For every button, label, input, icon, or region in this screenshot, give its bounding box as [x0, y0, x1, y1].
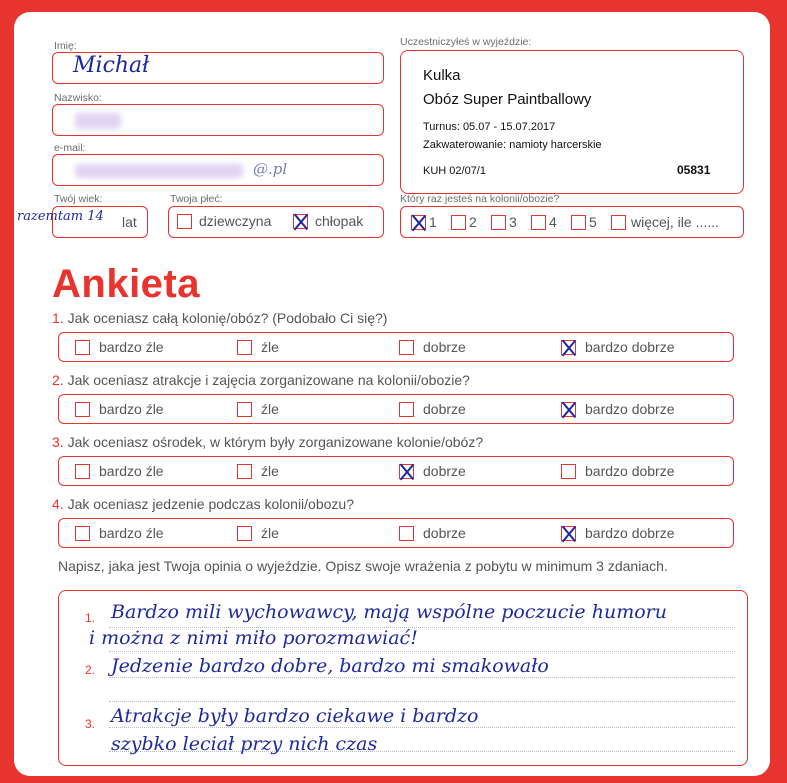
question-1-number: 1.: [52, 310, 64, 326]
q4-option-bad: źle: [261, 525, 279, 541]
times-option-4: 4: [549, 214, 557, 230]
opinion-prompt: Napisz, jaka jest Twoja opinia o wyjeździe. Opisz swoje wrażenia z pobytu w minimum 3 zdaniach.: [58, 558, 668, 574]
email-field[interactable]: [52, 154, 384, 186]
question-2-options: [58, 394, 734, 424]
card-number: 05831: [677, 163, 711, 177]
question-4-text: Jak oceniasz jedzenie podczas kolonii/obozu?: [67, 496, 354, 512]
q1-option-very-bad: bardzo źle: [99, 339, 164, 355]
q2-option-bad: źle: [261, 401, 279, 417]
checkbox-female[interactable]: [177, 214, 192, 229]
times-label: Który raz jesteś na kolonii/obozie?: [400, 193, 560, 205]
q4-checkbox-bad[interactable]: [237, 526, 252, 541]
q4-checkbox-very-good[interactable]: [561, 526, 576, 541]
times-checkbox-4[interactable]: [531, 215, 546, 230]
question-2-number: 2.: [52, 372, 64, 388]
surname-field[interactable]: [52, 104, 384, 136]
q3-option-bad: źle: [261, 463, 279, 479]
card-accommodation: Zakwaterowanie: namioty harcerskie: [423, 139, 602, 151]
age-field[interactable]: [17, 206, 148, 238]
opinion-text-1: Bardzo mili wychowawcy, mają wspólne poczucie humoru: [111, 601, 667, 623]
age-label: Twój wiek:: [54, 193, 103, 205]
q2-option-good: dobrze: [423, 401, 466, 417]
q1-option-bad: źle: [261, 339, 279, 355]
card-camp: Obóz Super Paintballowy: [423, 91, 592, 108]
q3-option-very-bad: bardzo źle: [99, 463, 164, 479]
times-option-3: 3: [509, 214, 517, 230]
opinion-number-3: 3.: [85, 717, 96, 731]
name-label: Imię:: [54, 40, 77, 52]
q1-checkbox-good[interactable]: [399, 340, 414, 355]
card-code: KUH 02/07/1: [423, 165, 486, 177]
q3-checkbox-very-bad[interactable]: [75, 464, 90, 479]
surname-redacted: [75, 113, 121, 129]
opinion-text-3: Jedzenie bardzo dobre, bardzo mi smakowało: [111, 655, 549, 677]
email-label: e-mail:: [54, 142, 86, 154]
opinion-line: [109, 677, 735, 678]
q1-option-very-good: bardzo dobrze: [585, 339, 675, 355]
age-handwritten: razemtam 14: [17, 209, 104, 224]
gender-male-label: chłopak: [315, 213, 364, 229]
question-4-options: [58, 518, 734, 548]
opinion-box[interactable]: [58, 590, 748, 766]
times-option-more: więcej, ile ......: [631, 214, 719, 230]
q1-checkbox-very-bad[interactable]: [75, 340, 90, 355]
question-1-options: [58, 332, 734, 362]
q2-checkbox-good[interactable]: [399, 402, 414, 417]
opinion-line: [109, 651, 735, 652]
opinion-number-2: 2.: [85, 663, 96, 677]
opinion-text-5: szybko leciał przy nich czas: [111, 733, 378, 755]
q3-option-good: dobrze: [423, 463, 466, 479]
question-3: [52, 434, 483, 450]
opinion-line: [109, 727, 735, 728]
times-checkbox-2[interactable]: [451, 215, 466, 230]
q1-option-good: dobrze: [423, 339, 466, 355]
question-1-text: Jak oceniasz całą kolonię/obóz? (Podobało Ci się?): [67, 310, 388, 326]
trip-card: [400, 50, 744, 194]
q4-option-very-bad: bardzo źle: [99, 525, 164, 541]
age-unit: lat: [122, 214, 137, 230]
survey-title: Ankieta: [52, 262, 200, 306]
card-brand: Kulka: [423, 67, 461, 84]
times-checkbox-more[interactable]: [611, 215, 626, 230]
q3-checkbox-very-good[interactable]: [561, 464, 576, 479]
name-handwritten: Michał: [73, 53, 150, 78]
question-4: [52, 496, 354, 512]
q1-checkbox-bad[interactable]: [237, 340, 252, 355]
gender-female-label: dziewczyna: [199, 213, 272, 229]
times-checkbox-3[interactable]: [491, 215, 506, 230]
survey-sheet: [14, 12, 770, 776]
question-2: [52, 372, 470, 388]
question-2-text: Jak oceniasz atrakcje i zajęcia zorganizowane na kolonii/obozie?: [67, 372, 470, 388]
question-1: [52, 310, 387, 326]
checkbox-male[interactable]: [293, 214, 308, 229]
surname-label: Nazwisko:: [54, 92, 102, 104]
q4-checkbox-good[interactable]: [399, 526, 414, 541]
question-3-text: Jak oceniasz ośrodek, w którym były zorganizowane kolonie/obóz?: [67, 434, 484, 450]
times-checkbox-5[interactable]: [571, 215, 586, 230]
q3-checkbox-good[interactable]: [399, 464, 414, 479]
q4-option-good: dobrze: [423, 525, 466, 541]
q4-checkbox-very-bad[interactable]: [75, 526, 90, 541]
times-option-5: 5: [589, 214, 597, 230]
opinion-text-4: Atrakcje były bardzo ciekawe i bardzo: [111, 705, 479, 727]
q2-option-very-good: bardzo dobrze: [585, 401, 675, 417]
name-field[interactable]: [52, 52, 384, 84]
q3-option-very-good: bardzo dobrze: [585, 463, 675, 479]
question-3-number: 3.: [52, 434, 64, 450]
q2-option-very-bad: bardzo źle: [99, 401, 164, 417]
q1-checkbox-very-good[interactable]: [561, 340, 576, 355]
gender-label: Twoja płeć:: [170, 193, 223, 205]
opinion-text-2: i można z nimi miło porozmawiać!: [89, 627, 418, 649]
card-turnus: Turnus: 05.07 - 15.07.2017: [423, 121, 556, 133]
opinion-line: [109, 701, 735, 702]
question-4-number: 4.: [52, 496, 64, 512]
opinion-number-1: 1.: [85, 611, 96, 625]
q2-checkbox-bad[interactable]: [237, 402, 252, 417]
email-redacted: [75, 164, 243, 178]
q3-checkbox-bad[interactable]: [237, 464, 252, 479]
question-3-options: [58, 456, 734, 486]
q2-checkbox-very-good[interactable]: [561, 402, 576, 417]
times-option-1: 1: [429, 214, 437, 230]
times-checkbox-1[interactable]: [411, 215, 426, 230]
q2-checkbox-very-bad[interactable]: [75, 402, 90, 417]
times-option-2: 2: [469, 214, 477, 230]
gender-field: [168, 206, 384, 238]
times-field: [400, 206, 744, 238]
email-suffix: @.pl: [253, 160, 288, 178]
q4-option-very-good: bardzo dobrze: [585, 525, 675, 541]
participated-label: Uczestniczyłeś w wyjeździe:: [400, 36, 532, 48]
